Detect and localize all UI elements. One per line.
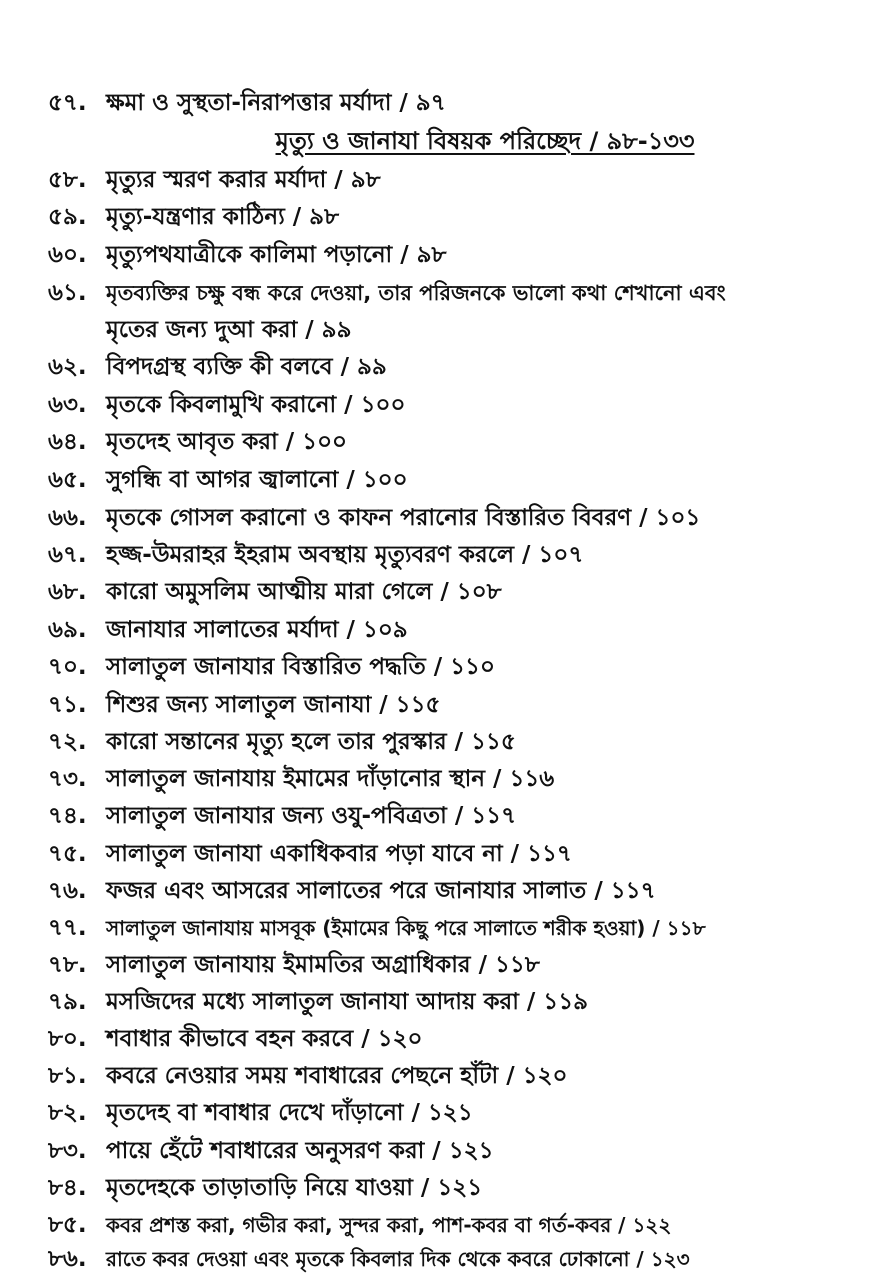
entry-text: সালাতুল জানাযায় ইমামের দাঁড়ানোর স্থান / ১১৬ [106, 766, 555, 792]
entry-number: ৬৫. [48, 467, 87, 493]
entry-text: মৃতকে গোসল করানো ও কাফন পরানোর বিস্তারিত বিবরণ / ১০১ [106, 505, 701, 531]
entry-number: ৭২. [48, 729, 87, 755]
entry-text: মৃত্যুপথযাত্রীকে কালিমা পড়ানো / ৯৮ [106, 242, 447, 268]
entry-text: কবর প্রশস্ত করা, গভীর করা, সুন্দর করা, পাশ-কবর বা গর্ত-কবর / ১২২ [106, 1213, 672, 1237]
entry-number: ৭৮. [48, 952, 87, 978]
entry-text: মৃতদেহ আবৃত করা / ১০০ [106, 429, 347, 455]
entry-text: সালাতুল জানাযা একাধিকবার পড়া যাবে না / ১১৭ [106, 841, 572, 867]
entry-text: মৃতদেহ বা শবাধার দেখে দাঁড়ানো / ১২১ [106, 1100, 473, 1126]
section-heading [0, 126, 870, 156]
entry-number: ৭৪. [48, 803, 87, 829]
entry-text: মৃত্যুর স্মরণ করার মর্যাদা / ৯৮ [106, 167, 381, 193]
entry-text: মৃতব্যক্তির চক্ষু বন্ধ করে দেওয়া, তার পরিজনকে ভালো কথা শেখানো এবং [106, 281, 726, 305]
entry-number: ৬২. [48, 354, 87, 380]
entry-number: ৫৮. [48, 167, 87, 193]
entry-text: কারো অমুসলিম আত্মীয় মারা গেলে / ১০৮ [106, 579, 502, 605]
entry-text-continuation: মৃতের জন্য দুআ করা / ৯৯ [106, 317, 352, 343]
entry-text: কবরে নেওয়ার সময় শবাধারের পেছনে হাঁটা / ১২০ [106, 1063, 568, 1089]
entry-text: সুগন্ধি বা আগর জ্বালানো / ১০০ [106, 467, 408, 493]
entry-number: ৭৯. [48, 989, 87, 1015]
entry-text: ফজর এবং আসরের সালাতের পরে জানাযার সালাত / ১১৭ [106, 878, 656, 904]
entry-number: ৫৯. [48, 204, 87, 230]
entry-number: ৬১. [48, 280, 87, 306]
entry-number: ৫৭. [48, 90, 87, 116]
entry-text: সালাতুল জানাযার বিস্তারিত পদ্ধতি / ১১০ [106, 654, 495, 680]
entry-number: ৮০. [48, 1026, 87, 1052]
entry-text: শবাধার কীভাবে বহন করবে / ১২০ [106, 1026, 423, 1052]
entry-number: ৮২. [48, 1100, 87, 1126]
entry-number: ৬৪. [48, 429, 87, 455]
entry-text: বিপদগ্রস্থ ব্যক্তি কী বলবে / ৯৯ [106, 354, 387, 380]
section-heading-text: মৃত্যু ও জানাযা বিষয়ক পরিচ্ছেদ / ৯৮-১৩৩ [275, 127, 695, 155]
entry-text: মৃতদেহকে তাড়াতাড়ি নিয়ে যাওয়া / ১২১ [106, 1175, 483, 1201]
entry-number: ৮৪. [48, 1175, 87, 1201]
entry-number: ৬৯. [48, 617, 87, 643]
entry-number: ৭০. [48, 654, 87, 680]
entry-text: সালাতুল জানাযায় মাসবূক (ইমামের কিছু পরে সালাতে শরীক হওয়া) / ১১৮ [106, 916, 706, 940]
entry-number: ৮১. [48, 1063, 87, 1089]
entry-text: কারো সন্তানের মৃত্যু হলে তার পুরস্কার / ১১৫ [106, 729, 516, 755]
entry-text: শিশুর জন্য সালাতুল জানাযা / ১১৫ [106, 692, 441, 718]
entry-number: ৬৩. [48, 392, 87, 418]
entry-number: ৭৭. [48, 915, 87, 941]
entry-number: ৬০. [48, 242, 87, 268]
entry-text: মৃত্যু-যন্ত্রণার কাঠিন্য / ৯৮ [106, 204, 339, 230]
entry-number: ৮৫. [48, 1212, 87, 1238]
entry-text: জানাযার সালাতের মর্যাদা / ১০৯ [106, 617, 408, 643]
entry-text: হজ্জ-উমরাহর ইহরাম অবস্থায় মৃত্যুবরণ করলে / ১০৭ [106, 542, 584, 568]
entry-text: রাতে কবর দেওয়া এবং মৃতকে কিবলার দিক থেকে কবরে ঢোকানো / ১২৩ [106, 1247, 690, 1271]
entry-number: ৭১. [48, 692, 87, 718]
entry-text: মসজিদের মধ্যে সালাতুল জানাযা আদায় করা / ১১৯ [106, 989, 589, 1015]
entry-text: সালাতুল জানাযায় ইমামতির অগ্রাধিকার / ১১৮ [106, 952, 540, 978]
entry-number: ৬৬. [48, 505, 87, 531]
entry-text: মৃতকে কিবলামুখি করানো / ১০০ [106, 392, 406, 418]
entry-number: ৬৮. [48, 579, 87, 605]
entry-number: ৭৩. [48, 766, 87, 792]
entry-number: ৮৩. [48, 1138, 87, 1164]
entry-text: ক্ষমা ও সুস্থতা-নিরাপত্তার মর্যাদা / ৯৭ [106, 90, 446, 116]
entry-number: ৭৫. [48, 841, 87, 867]
entry-number: ৮৬. [48, 1246, 87, 1272]
entry-number: ৬৭. [48, 542, 87, 568]
entry-text: সালাতুল জানাযার জন্য ওযু-পবিত্রতা / ১১৭ [106, 803, 517, 829]
entry-number: ৭৬. [48, 878, 87, 904]
entry-text: পায়ে হেঁটে শবাধারের অনুসরণ করা / ১২১ [106, 1138, 494, 1164]
